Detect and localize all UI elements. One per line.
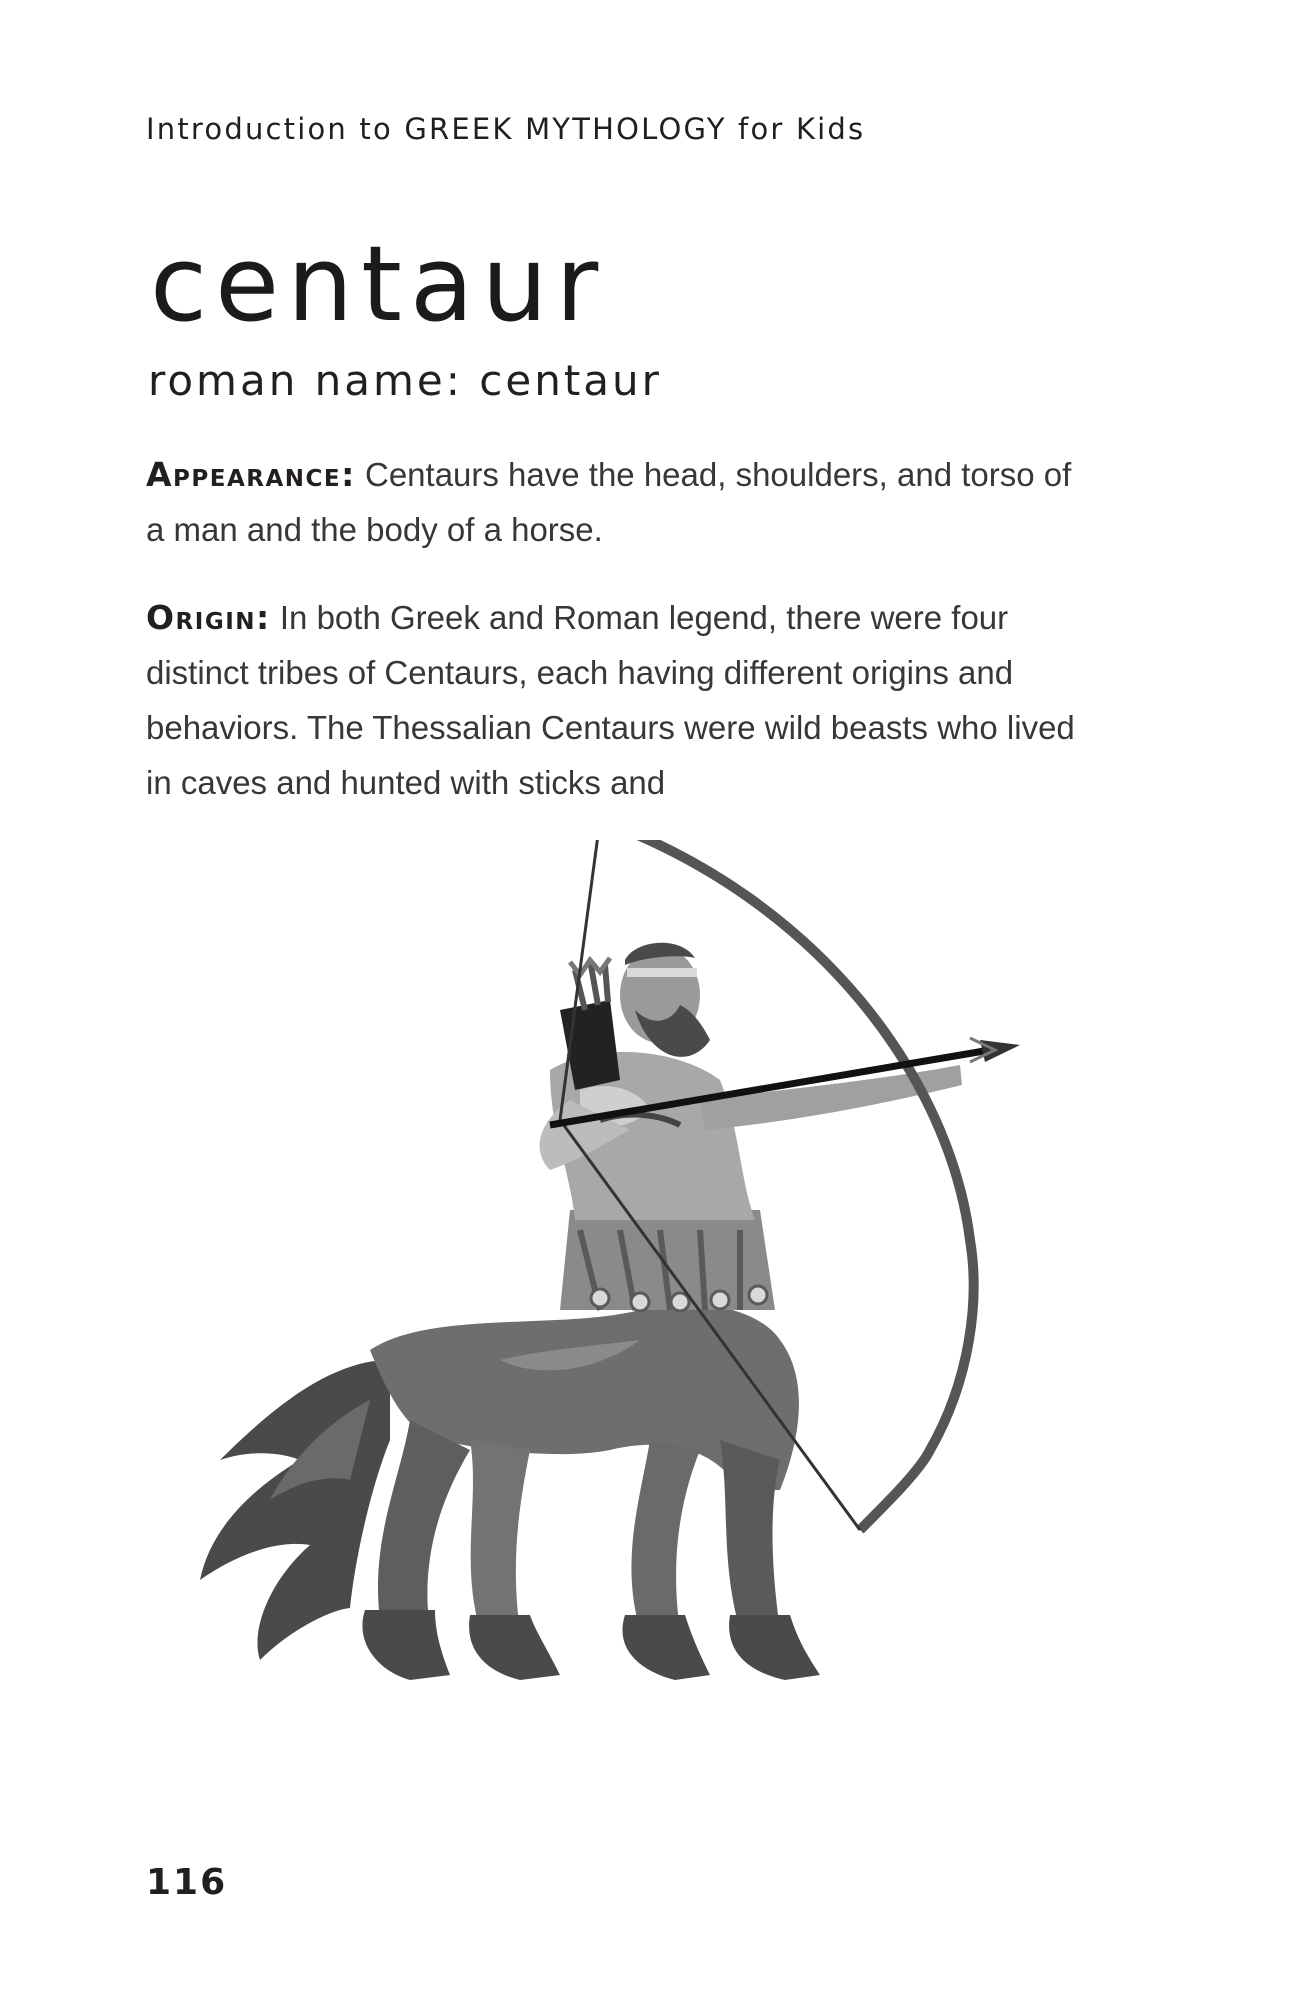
running-head: Introduction to GREEK MYTHOLOGY for Kids	[146, 112, 866, 146]
centaur-archer-illustration	[180, 840, 1060, 1760]
origin-label: Origin:	[146, 598, 271, 637]
tunic-skirt	[560, 1210, 775, 1311]
appearance-label: Appearance:	[146, 455, 356, 494]
roman-name: roman name: centaur	[148, 356, 662, 405]
appearance-paragraph	[146, 447, 1076, 557]
tail-icon	[200, 1360, 390, 1660]
horse-body	[362, 1304, 820, 1680]
entry-title: centaur	[150, 223, 607, 345]
appearance-text: Centaurs have the head, shoulders, and torso of a man and the body of a horse.	[146, 456, 1072, 548]
origin-paragraph	[146, 590, 1076, 810]
page-number: 116	[146, 1862, 228, 1903]
origin-text: In both Greek and Roman legend, there were four distinct tribes of Centaurs, each having different origins and behaviors. The Thessalian Centaurs were wild beasts who lived in caves and hunted with sticks and	[146, 599, 1075, 801]
